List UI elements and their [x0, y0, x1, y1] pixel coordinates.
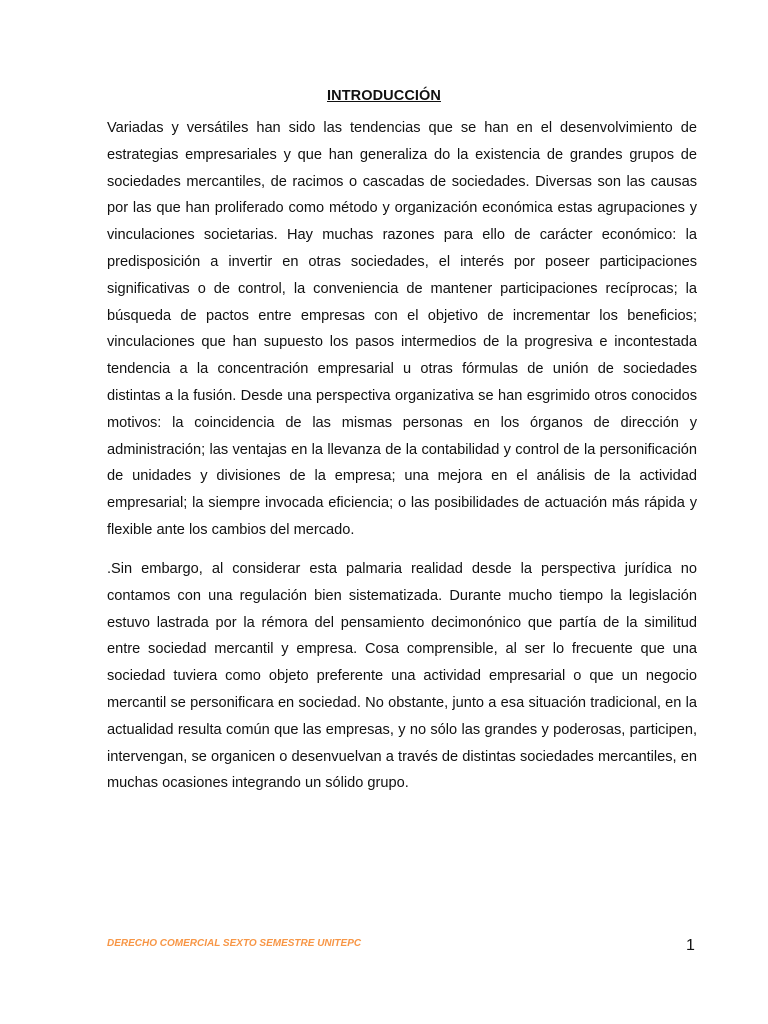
paragraph-2: .Sin embargo, al considerar esta palmaria realidad desde la perspectiva jurídica no contamos con una regulación bien sistematizada. Durante mucho tiempo la legislación estuvo lastrada por la rémora del pensamiento decimonónico que partía de la similitud entre sociedad mercantil y empresa. Cosa comprensible, al ser lo frecuente que una sociedad tuviera como objeto preferente una actividad empresarial o que un negocio mercantil se personificara en sociedad. No obstante, junto a esa situación tradicional, en la actualidad resulta común que las empresas, y no sólo las grandes y poderosas, participen, intervengan, se organicen o desenvuelvan a través de distintas sociedades mercantiles, en muchas ocasiones integrando un sólido grupo. — [107, 561, 697, 792]
page-number: 1 — [686, 937, 695, 954]
page-title: INTRODUCCIÓN — [327, 88, 441, 104]
paragraph-1: Variadas y versátiles han sido las tendencias que se han en el desenvolvimiento de estrategias empresariales y que han generaliza do la existencia de grandes grupos de sociedades mercantiles, de racimos o cascadas de sociedades. Diversas son las causas por las que han proliferado como método y organización económica estas agrupaciones y vinculaciones societarias. Hay muchas razones para ello de carácter económico: la predisposición a invertir en otras sociedades, el interés por poseer participaciones significativas o de control, la conveniencia de mantener participaciones recíprocas; la búsqueda de pactos entre empresas con el objetivo de incrementar los beneficios; vinculaciones que han supuesto los pasos intermedios de la progresiva e incontestada tendencia a la concentración empresarial u otras fórmulas de unión de sociedades distintas a la fusión. Desde una perspectiva organizativa se han esgrimido otros conocidos motivos: la coincidencia de las mismas personas en los órganos de dirección y administración; las ventajas en la llevanza de la contabilidad y control de la personificación de unidades y divisiones de la empresa; una mejora en el análisis de la actividad empresarial; la siempre invocada eficiencia; o las posibilidades de actuación más rápida y flexible ante los cambios del mercado. — [107, 120, 697, 538]
footer-text: DERECHO COMERCIAL SEXTO SEMESTRE UNITEPC — [107, 938, 362, 949]
